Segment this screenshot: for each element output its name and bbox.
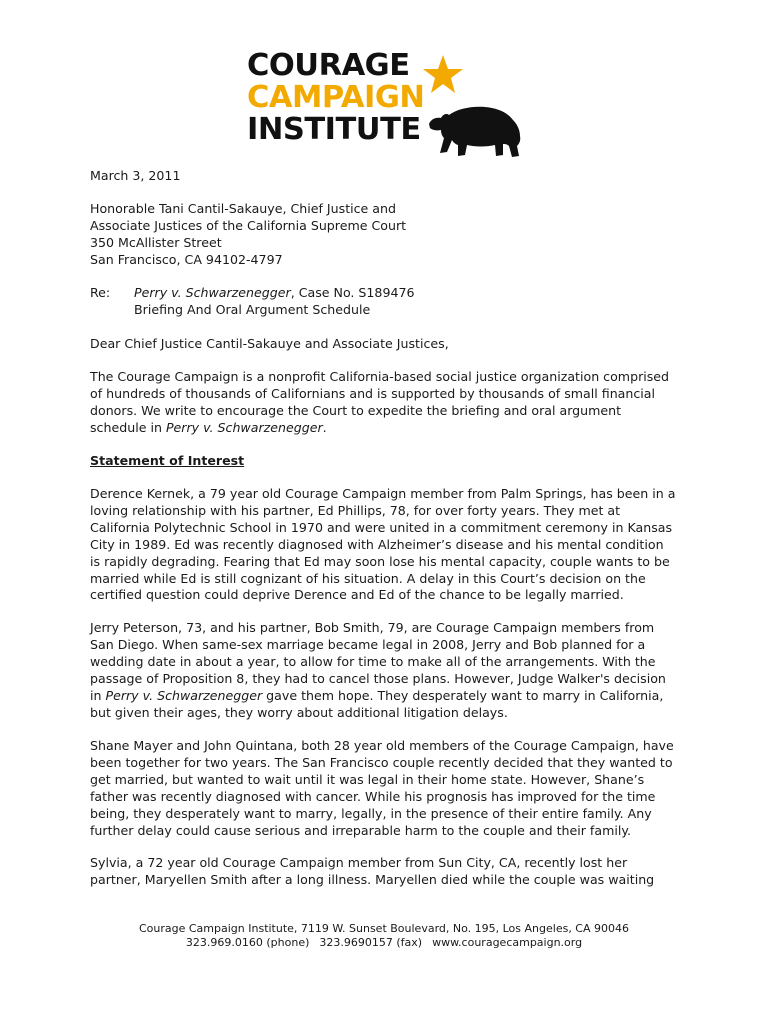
paragraph-line: Sylvia, a 72 year old Courage Campaign member from Sun City, CA, recently lost her <box>90 855 628 870</box>
footer-fax: 323.9690157 (fax) <box>319 936 423 949</box>
paragraph-line: Shane Mayer and John Quintana, both 28 year old members of the Courage Campaign, have <box>90 738 674 753</box>
courage-campaign-logo <box>247 50 523 150</box>
case-name: Perry v. Schwarzenegger <box>105 687 263 703</box>
logo-text <box>247 50 424 146</box>
paragraph-line: The Courage Campaign is a nonprofit California-based social justice organization comprised <box>90 369 670 384</box>
case-name: Perry v. Schwarzenegger <box>134 285 291 300</box>
intro-paragraph <box>90 369 690 437</box>
case-number: , Case No. S189476 <box>290 285 415 300</box>
paragraph-line <box>90 688 690 705</box>
paragraph-line: Derence Kernek, a 79 year old Courage Campaign member from Palm Springs, has been in a <box>90 486 676 501</box>
paragraph-line: Jerry Peterson, 73, and his partner, Bob Smith, 79, are Courage Campaign members from <box>90 620 655 635</box>
paragraph-line: of hundreds of thousands of Californians and is supported by thousands of small financial <box>90 385 656 401</box>
case-name: Perry v. Schwarzenegger <box>165 419 323 435</box>
paragraph-line: being, they desperately want to marry, legally, in the presence of their entire family. Any <box>90 805 652 821</box>
star-icon <box>422 54 464 94</box>
address-line: Honorable Tani Cantil-Sakauye, Chief Justice and <box>90 201 396 216</box>
paragraph-line: loving relationship with his partner, Ed Phillips, 78, for over forty years. They met at <box>90 502 621 518</box>
paragraph-line: City in 1989. Ed was recently diagnosed with Alzheimer’s disease and his mental condition <box>90 536 664 552</box>
text-run: schedule in <box>90 419 166 435</box>
paragraph-line: is rapidly degrading. Fearing that Ed may soon lose his mental capacity, couple wants to be <box>90 553 670 569</box>
text-run: in <box>90 687 106 703</box>
logo-line-institute: INSTITUTE <box>247 112 421 147</box>
footer-phone: 323.969.0160 (phone) <box>185 936 310 949</box>
letter-date: March 3, 2011 <box>90 168 181 183</box>
footer-contact <box>0 936 768 950</box>
recipient-address <box>90 201 690 269</box>
text-run: . <box>322 419 327 435</box>
address-line: Associate Justices of the California Supreme Court <box>90 217 407 233</box>
re-label: Re: <box>90 285 111 300</box>
logo-line-courage: COURAGE <box>247 48 410 83</box>
salutation: Dear Chief Justice Cantil-Sakauye and Associate Justices, <box>90 336 449 351</box>
paragraph-line: passage of Proposition 8, they had to cancel those plans. However, Judge Walker's decision <box>90 670 666 686</box>
paragraph-line: get married, but wanted to wait until it was legal in their home state. However, Shane’s <box>90 771 645 787</box>
kernek-paragraph <box>90 486 690 604</box>
paragraph-line: father was recently diagnosed with cancer. While his prognosis has improved for the time <box>90 788 656 804</box>
subject-line <box>90 285 690 319</box>
paragraph-line: been together for two years. The San Francisco couple recently decided that they wanted to <box>90 754 673 770</box>
sylvia-paragraph <box>90 855 690 889</box>
footer-web-link[interactable]: www.couragecampaign.org <box>432 936 583 949</box>
paragraph-line: partner, Maryellen Smith after a long illness. Maryellen died while the couple was waiting <box>90 871 655 887</box>
bear-icon <box>427 100 523 160</box>
paragraph-line: San Diego. When same-sex marriage became legal in 2008, Jerry and Bob planned for a <box>90 636 646 652</box>
paragraph-line: further delay could cause serious and irreparable harm to the couple and their family. <box>90 822 632 838</box>
footer-address: Courage Campaign Institute, 7119 W. Sunset Boulevard, No. 195, Los Angeles, CA 90046 <box>138 922 630 935</box>
peterson-paragraph <box>90 620 690 721</box>
text-run: gave them hope. They desperately want to marry in California, <box>262 687 664 703</box>
paragraph-line: donors. We write to encourage the Court to expedite the briefing and oral argument <box>90 402 622 418</box>
address-line: 350 McAllister Street <box>90 234 222 250</box>
subject-detail: Briefing And Oral Argument Schedule <box>134 301 371 317</box>
paragraph-line: wedding date in about a year, to allow for time to make all of the arrangements. With the <box>90 653 656 669</box>
paragraph-line: but given their ages, they worry about additional litigation delays. <box>90 704 508 720</box>
mayer-paragraph <box>90 738 690 839</box>
address-line: San Francisco, CA 94102-4797 <box>90 251 283 267</box>
paragraph-line <box>90 420 690 437</box>
paragraph-line: married while Ed is still cognizant of his situation. A delay in this Court’s decision on the <box>90 570 646 586</box>
section-heading: Statement of Interest <box>90 453 245 468</box>
paragraph-line: certified question could deprive Derence and Ed of the chance to be legally married. <box>90 587 624 603</box>
logo-line-campaign: CAMPAIGN <box>247 80 425 115</box>
paragraph-line: California Polytechnic School in 1970 and were united in a commitment ceremony in Kansas <box>90 519 673 535</box>
